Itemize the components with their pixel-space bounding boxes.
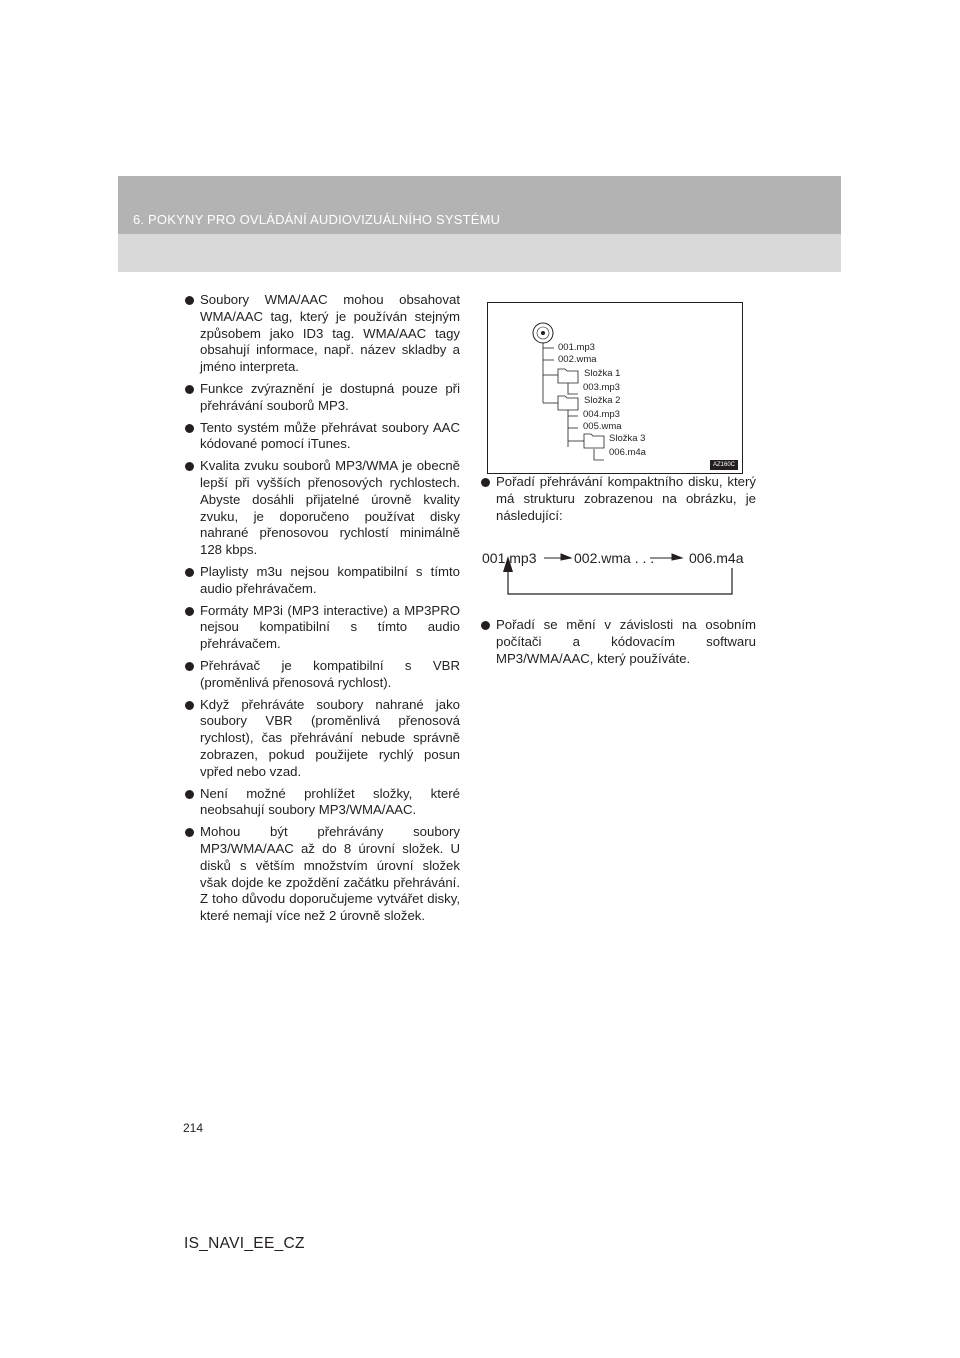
sequence-second: 002.wma . . . — [574, 550, 655, 566]
bullet-item: Když přehráváte soubory nahrané jako soubory VBR (proměnlivá přenosová rychlost), čas přehrávání nebude správně zobrazen, pokud použijete rychlý posun vpřed nebo vzad. — [184, 697, 460, 781]
right-column-lower — [480, 617, 756, 672]
bullet-item: Formáty MP3i (MP3 interactive) a MP3PRO nejsou kompatibilní s tímto audio přehrávačem. — [184, 603, 460, 653]
section-title: 6. POKYNY PRO OVLÁDÁNÍ AUDIOVIZUÁLNÍHO SYSTÉMU — [133, 212, 501, 227]
sequence-first: 001.mp3 — [482, 550, 537, 566]
sequence-last: 006.m4a — [689, 550, 744, 566]
bullet-item: Funkce zvýraznění je dostupná pouze při přehrávání souborů MP3. — [184, 381, 460, 415]
folder-icon — [558, 369, 578, 383]
folder-icon — [558, 396, 578, 410]
folder-icon — [584, 434, 604, 448]
tree-file-label: 005.wma — [583, 421, 622, 432]
bullet-item: Kvalita zvuku souborů MP3/WMA je obecně lepší při vyšších přenosových rychlostech. Abyste dosáhli přijatelné úrovně kvality zvuku, je doporučeno používat disky nahrané přenosovou rychlostí minimálně 128 kbps. — [184, 458, 460, 559]
bullet-item: Soubory WMA/AAC mohou obsahovat WMA/AAC tag, který je používán stejným způsobem jako ID3 tag. WMA/AAC tagy obsahují informace, např. název skladby a jméno interpreta. — [184, 292, 460, 376]
playback-order-diagram — [475, 546, 765, 606]
document-code: IS_NAVI_EE_CZ — [184, 1235, 305, 1252]
tree-file-label: 001.mp3 — [558, 342, 595, 353]
bullet-item: Playlisty m3u nejsou kompatibilní s tímto audio přehrávačem. — [184, 564, 460, 598]
header-band — [118, 176, 841, 272]
bullet-item: Pořadí přehrávání kompaktního disku, který má strukturu zobrazenou na obrázku, je následující: — [480, 474, 756, 524]
bullet-item: Tento systém může přehrávat soubory AAC kódované pomocí iTunes. — [184, 420, 460, 454]
left-column — [184, 292, 460, 930]
tree-file-label: 006.m4a — [609, 447, 646, 458]
page-number: 214 — [183, 1121, 204, 1135]
tree-file-label: 002.wma — [558, 354, 597, 365]
bullet-item: Není možné prohlížet složky, které neobsahují soubory MP3/WMA/AAC. — [184, 786, 460, 820]
figure-code: AZ160C — [710, 460, 738, 470]
tree-folder-label: Složka 1 — [584, 368, 621, 379]
right-column — [480, 474, 756, 529]
bullet-item: Přehrávač je kompatibilní s VBR (proměnlivá přenosová rychlost). — [184, 658, 460, 692]
tree-folder-label: Složka 3 — [609, 433, 646, 444]
tree-folder-label: Složka 2 — [584, 395, 621, 406]
bullet-item: Pořadí se mění v závislosti na osobním počítači a kódovacím softwaru MP3/WMA/AAC, který používáte. — [480, 617, 756, 667]
header-bar — [118, 176, 841, 234]
tree-file-label: 003.mp3 — [583, 382, 620, 393]
folder-structure-diagram — [487, 302, 743, 474]
tree-file-label: 004.mp3 — [583, 409, 620, 420]
cd-disc-icon — [533, 323, 553, 343]
bullet-item: Mohou být přehrávány soubory MP3/WMA/AAC až do 8 úrovní složek. U disků s větším množstvím úrovní složek však dojde ke zpoždění začátku přehrávání. Z toho důvodu doporučujeme vytvářet disky, které nemají více než 2 úrovně složek. — [184, 824, 460, 925]
